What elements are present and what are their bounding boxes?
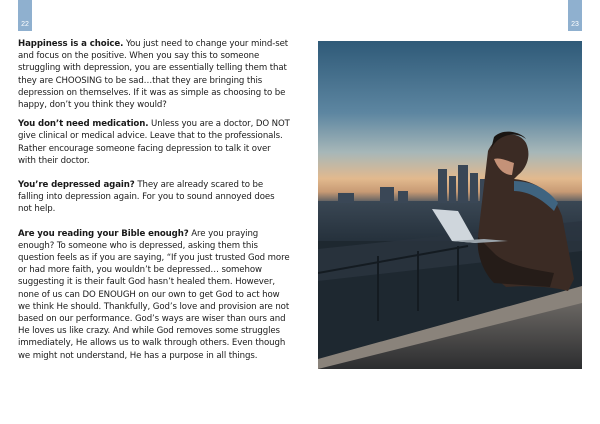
page-number-tab-left	[18, 0, 32, 31]
paragraph-lead: Happiness is a choice.	[18, 39, 124, 49]
paragraph-bible	[18, 228, 290, 362]
paragraph-depressed-again	[18, 179, 290, 216]
paragraph-lead: Are you reading your Bible enough?	[18, 228, 189, 239]
paragraph-body: You just need to change your mind-set and focus on the positive. When you say this to someone struggling with depression, you are essentially telling them that they are CHOOSING to be sad…that they are bringing this depression on themselves. If it was as simple as choosing to be happy, don’t you think they would?	[18, 39, 289, 111]
text-column	[18, 38, 290, 369]
paragraph-lead: You’re depressed again?	[18, 180, 135, 191]
paragraph-body: Are you praying enough? To someone who is depressed, asking them this question feels as if you are saying, “If you just trusted God more or had more faith, you wouldn’t be depressed… somehow suggesting it is their fault God hasn’t healed them. However, none of us can DO ENOUGH on our own to get God to act how we think He should. Thankfully, God’s love and provision are not based on our performance. God’s ways are wiser than ours and He loves us like crazy. And while God removes some struggles immediately, He allows us to walk through others. Even though we might not understand, He has a purpose in all things.	[18, 228, 290, 361]
paragraph-body: Unless you are a doctor, DO NOT give clinical or medical advice. Leave that to the professionals. Rather encourage someone facing depression to talk it over with their doctor.	[18, 119, 290, 166]
paragraph-body: They are already scared to be falling into depression again. For you to sound annoyed does not help.	[18, 180, 275, 215]
page-number-tab-right	[568, 0, 582, 31]
paragraph-medication	[18, 118, 290, 167]
paragraph-lead: You don’t need medication.	[18, 119, 149, 130]
page-number-left: 22	[21, 21, 29, 28]
page-number-right: 23	[571, 21, 579, 28]
paragraph-happiness	[18, 38, 290, 111]
rooftop-laptop-photo	[318, 41, 582, 369]
